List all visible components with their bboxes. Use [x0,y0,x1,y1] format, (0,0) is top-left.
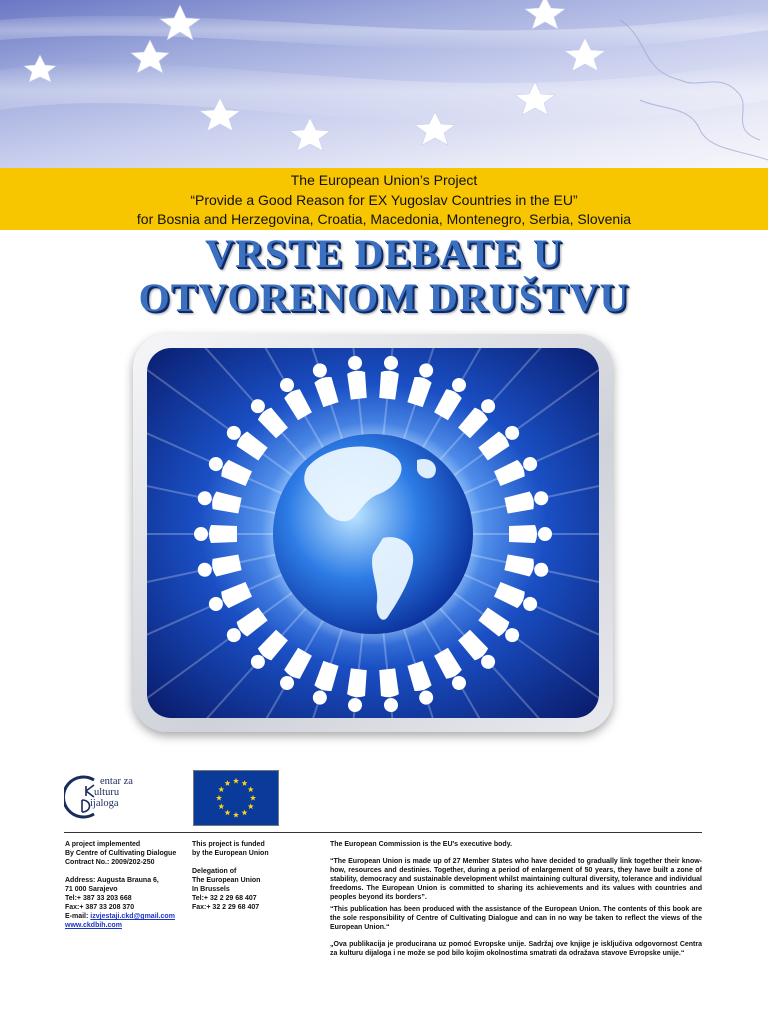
logo-line-1: entar za [100,776,133,787]
implementer-info [65,840,185,930]
eu-star [241,810,247,816]
globe-illustration-frame [133,334,613,732]
address: Address: Augusta Brauna 6, [65,877,159,884]
email-label: E-mail: [65,913,91,920]
fax: Fax:+ 387 33 208 370 [65,904,135,911]
delegation-label: Delegation of [192,868,237,875]
eu-statement: “The European Union is made up of 27 Member States who have decided to gradually link together their know-how, resources and destinies. Together, during a period of enlargement of 50 years, they have built a zone of stability, democracy and sustainable development whilst maintaining cultural diversity, tolerance and individual freedoms. The European Union is committed to sharing its achievements and its values with countries and peoples beyond its borders”. [330,858,702,901]
disclaimer-english: “This publication has been produced with the assistance of the European Union. The contents of this book are the sole responsibility of Centre of Cultivating Dialogue and can in no way be taken to reflect the views of the European Union.“ [330,906,702,931]
eu-star [248,803,254,809]
flag-star [525,0,565,29]
commission-statement: The European Commission is the EU's executive body. [330,841,513,848]
globe-people-illustration [147,348,599,718]
eu-star [218,803,224,809]
logo-line-2: ulturu [94,787,120,798]
eu-star [250,795,256,801]
eu-flag-logo [193,770,279,826]
eu-star [241,780,247,786]
document-title [0,232,768,320]
delegation-name: The European Union [192,877,261,884]
divider [64,832,702,833]
eu-star [233,778,239,784]
eu-star [224,810,230,816]
eu-star [248,786,254,792]
funder-info [192,840,302,912]
funder-name: by the European Union [192,850,269,857]
project-countries: for Bosnia and Herzegovina, Croatia, Macedonia, Montenegro, Serbia, Slovenia [136,211,632,227]
delegation-city: In Brussels [192,886,230,893]
person-figure [509,525,552,543]
implementer-name: By Centre of Cultivating Dialogue [65,850,177,857]
title-line-1: VRSTE DEBATE U [205,231,563,276]
city: 71 000 Sarajevo [65,886,118,893]
delegation-phone: Tel:+ 32 2 29 68 407 [192,895,257,902]
project-name: “Provide a Good Reason for EX Yugoslav Countries in the EU” [190,191,578,208]
eu-star [218,786,224,792]
contract-number: Contract No.: 2009/202-250 [65,859,155,866]
email-link[interactable]: izvjestaji.ckd@gmail.com [90,913,175,920]
delegation-fax: Fax:+ 32 2 29 68 407 [192,904,260,911]
eu-star [233,812,239,818]
eu-flag-banner-image [0,0,768,168]
project-title: The European Union’s Project [290,172,478,188]
phone: Tel:+ 387 33 203 668 [65,895,132,902]
disclaimer-text [330,840,702,961]
funded-line: This project is funded [192,841,265,848]
eu-star [224,780,230,786]
flag-star [290,118,330,151]
disclaimer-local: „Ova publikacija je producirana uz pomoć Evropske unije. Sadržaj ove knjige je isključiva odgovornost Centra za kulturu dijaloga i ne može se pod bilo kojim okolnostima smatrati da odražava stavove Evropske unije.“ [330,941,702,957]
eu-star [216,795,222,801]
person-figure [194,525,237,543]
email-row [65,912,185,921]
implementer-line: A project implemented [65,841,141,848]
title-line-2: OTVORENOM DRUŠTVU [138,275,630,320]
logo-line-3: ijaloga [90,798,119,809]
website-link[interactable]: www.ckdbih.com [65,922,122,929]
ckd-logo [64,772,182,822]
project-banner [0,168,768,230]
